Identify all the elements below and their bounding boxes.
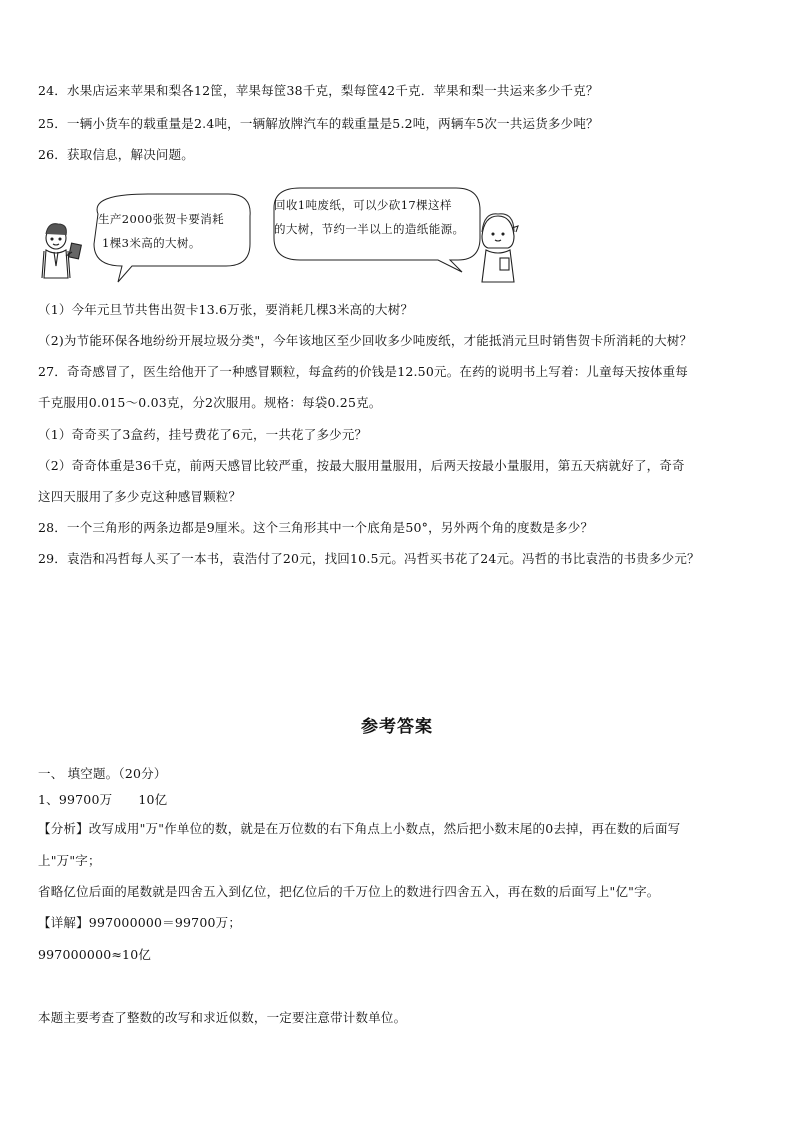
- answer-1-value: 10亿: [138, 792, 168, 807]
- question-27-part-1: （1）奇奇买了3盒药，挂号费花了6元，一共花了多少元？: [38, 427, 368, 442]
- question-24: 24．水果店运来苹果和梨各12筐，苹果每筐38千克，梨每筐42千克．苹果和梨一共运来多少千克？: [38, 83, 599, 98]
- question-27-part-2-line-1: （2）奇奇体重是36千克，前两天感冒比较严重，按最大服用量服用，后两天按最小量服用，第五天病就好了，奇奇: [38, 458, 685, 473]
- speech-bubble-illustration: [38, 186, 538, 290]
- detail-line-1: 【详解】997000000＝99700万；: [38, 915, 242, 930]
- question-27-line-1: 27．奇奇感冒了，医生给他开了一种感冒颗粒，每盒药的价钱是12.50元。在药的说明书上写着：儿童每天按体重每: [38, 364, 688, 379]
- analysis-line-2: 上"万"字；: [38, 853, 101, 868]
- analysis-line-3: 省略亿位后面的尾数就是四舍五入到亿位，把亿位后的千万位上的数进行四舍五入，再在数的后面写上"亿"字。: [38, 884, 660, 899]
- analysis-line-1: 【分析】改写成用"万"作单位的数，就是在万位数的右下角点上小数点，然后把小数末尾的0去掉，再在数的后面写: [38, 821, 681, 836]
- answer-1: [38, 791, 764, 809]
- bubble-right-line-2: 的大树，节约一半以上的造纸能源。: [274, 222, 465, 236]
- question-26-part-2: （2)为节能环保各地纷纷开展垃圾分类"，今年该地区至少回收多少吨废纸，才能抵消元旦时销售贺卡所消耗的大树？: [38, 333, 693, 348]
- bubble-left-line-1: 生产2000张贺卡要消耗: [98, 212, 225, 226]
- question-27-line-2: 千克服用0.015～0.03克，分2次服用。规格：每袋0.25克。: [38, 395, 382, 410]
- answers-heading: 参考答案: [361, 717, 433, 737]
- question-26: 26．获取信息，解决问题。: [38, 147, 195, 162]
- bubble-left-line-2: 1棵3米高的大树。: [102, 236, 201, 250]
- answer-1-number: 1、99700万: [38, 792, 113, 807]
- detail-line-2: 997000000≈10亿: [38, 947, 152, 962]
- question-29: 29．袁浩和冯哲每人买了一本书，袁浩付了20元，找回10.5元。冯哲买书花了24元。冯哲的书比袁浩的书贵多少元？: [38, 551, 700, 566]
- question-26-part-1: （1）今年元旦节共售出贺卡13.6万张，要消耗几棵3米高的大树？: [38, 302, 414, 317]
- question-28: 28．一个三角形的两条边都是9厘米。这个三角形其中一个底角是50°，另外两个角的度数是多少？: [38, 520, 594, 535]
- answers-section-title: 一、 填空题。（20分）: [38, 766, 167, 781]
- question-27-part-2-line-2: 这四天服用了多少克这种感冒颗粒？: [38, 489, 242, 504]
- question-25: 25．一辆小货车的载重量是2.4吨，一辆解放牌汽车的载重量是5.2吨，两辆车5次一共运货多少吨？: [38, 116, 599, 131]
- bubble-right-line-1: 回收1吨废纸，可以少砍17棵这样: [274, 198, 452, 212]
- summary-line: 本题主要考查了整数的改写和求近似数，一定要注意带计数单位。: [38, 1010, 407, 1025]
